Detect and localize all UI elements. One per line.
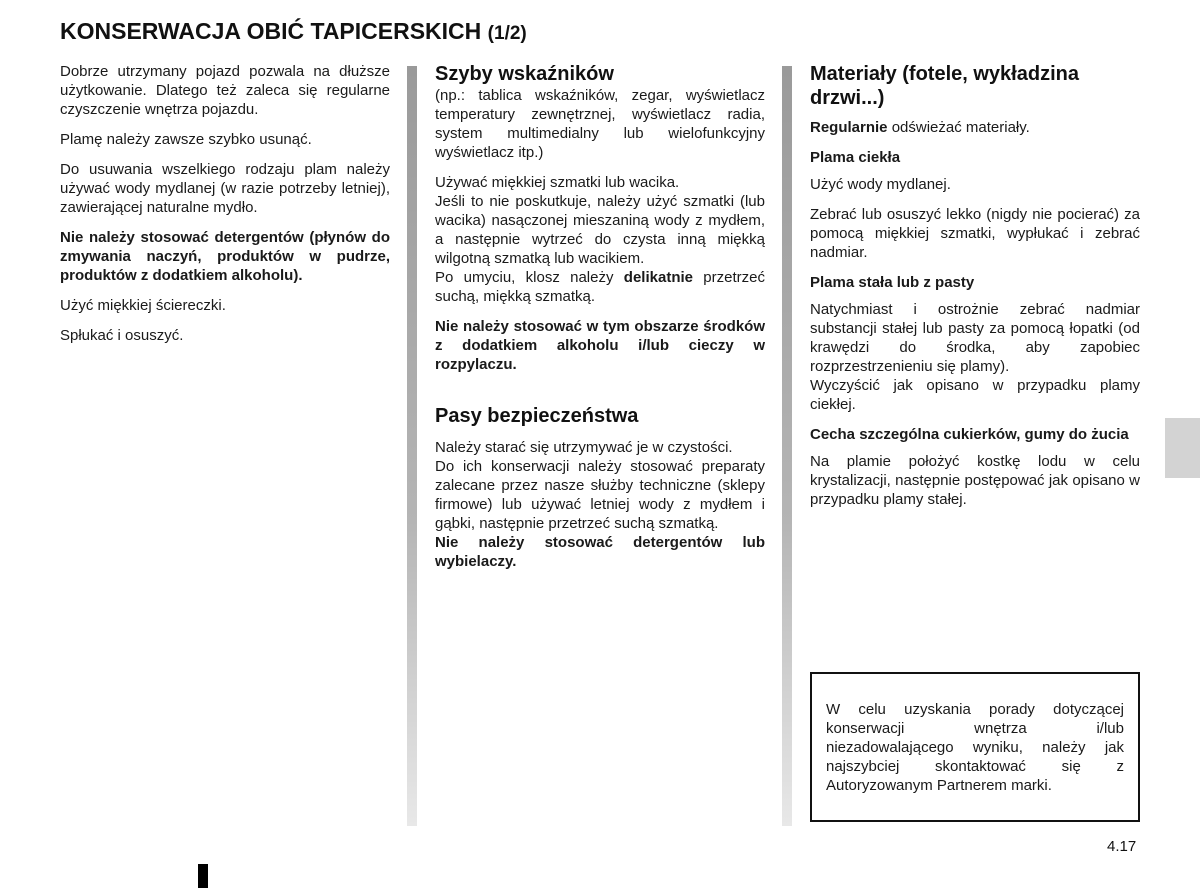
- szyby-p3-end: przetrzeć suchą, miękką szmatką.: [435, 269, 765, 305]
- title-part: (1/2): [487, 23, 527, 44]
- stala-paragraph-2: Wyczyścić jak opisano w przypadku plamy ciekłej.: [810, 377, 1140, 413]
- column-screens-belts: [435, 62, 765, 571]
- column-materials: [810, 62, 1140, 520]
- cukierki-paragraph: Na plamie położyć kostkę lodu w celu krystalizacji, następnie postępować jak opisano w przypadku plamy stałej.: [810, 453, 1140, 508]
- szyby-p3-start: Po umyciu, klosz należy: [435, 269, 624, 286]
- stala-paragraph-1: Natychmiast i ostrożnie zebrać nadmiar substancji stałej lub pasty za pomocą łopatki (od krawędzi do środka, aby zapobiec rozprzestrzenieniu się plamy).: [810, 301, 1140, 375]
- column-divider-1: [407, 66, 417, 826]
- szyby-p3-bold: delikatnie: [623, 269, 693, 286]
- szyby-warning: Nie należy stosować w tym obszarze środków z dodatkiem alkoholu i/lub cieczy w rozpylaczu.: [435, 318, 765, 373]
- szyby-intro: (np.: tablica wskaźników, zegar, wyświetlacz temperatury zewnętrznej, wyświetlacz radia, system multimedialny lub wielofunkcyjny wyświetlacz itp.): [435, 87, 765, 161]
- regular-refresh: [810, 118, 1140, 137]
- section-heading-szyby: Szyby wskaźników: [435, 63, 614, 85]
- page-title: [60, 18, 527, 45]
- column-divider-2: [782, 66, 792, 826]
- soapy-water-paragraph: Do usuwania wszelkiego rodzaju plam należy używać wody mydlanej (w razie potrzeby letniej), zawierającej naturalne mydło.: [60, 161, 390, 216]
- subheading-cukierki: Cecha szczególna cukierków, gumy do żucia: [810, 426, 1129, 443]
- section-heading-materialy: Materiały (fotele, wykładzina drzwi...): [810, 63, 1079, 109]
- info-box-text: W celu uzyskania porady dotyczącej konserwacji wnętrza i/lub niezadowalającego wyniku, należy jak najszybciej skontaktować się z Autoryzowanym Partnerem marki.: [826, 701, 1124, 794]
- chapter-tab: [1165, 418, 1200, 478]
- section-heading-pasy: Pasy bezpieczeństwa: [435, 405, 639, 427]
- szyby-paragraph-2: Jeśli to nie poskutkuje, należy użyć szmatki (lub wacika) nasączonej mieszaniną wody z mydłem, a następnie wytrzeć do czysta inną miękką wilgotną szmatką lub wacikiem.: [435, 193, 765, 267]
- pasy-warning: Nie należy stosować detergentów lub wybielaczy.: [435, 534, 765, 570]
- regular-text: odświeżać materiały.: [887, 119, 1030, 136]
- column-general: [60, 62, 390, 356]
- page-number: 4.17: [1107, 838, 1137, 855]
- info-box: [810, 672, 1140, 822]
- rinse-instruction: Spłukać i osuszyć.: [60, 327, 184, 344]
- pasy-paragraph-1: Należy starać się utrzymywać je w czystości.: [435, 439, 733, 456]
- crop-mark: [198, 864, 208, 888]
- title-text: KONSERWACJA OBIĆ TAPICERSKICH: [60, 18, 482, 44]
- cloth-instruction: Użyć miękkiej ściereczki.: [60, 297, 226, 314]
- ciekla-paragraph-2: Zebrać lub osuszyć lekko (nigdy nie pocierać) za pomocą miękkiej szmatki, wypłukać i zebrać nadmiar.: [810, 206, 1140, 261]
- szyby-paragraph-3: [435, 268, 765, 306]
- subheading-ciekla: Plama ciekła: [810, 149, 901, 166]
- subheading-stala: Plama stała lub z pasty: [810, 274, 975, 291]
- intro-paragraph: Dobrze utrzymany pojazd pozwala na dłuższe użytkowanie. Dlatego też zaleca się regularne czyszczenie wnętrza pojazdu.: [60, 63, 390, 118]
- regular-bold: Regularnie: [810, 119, 888, 136]
- detergent-warning: Nie należy stosować detergentów (płynów do zmywania naczyń, produktów w pudrze, produktów z dodatkiem alkoholu).: [60, 229, 390, 284]
- ciekla-paragraph-1: Użyć wody mydlanej.: [810, 176, 951, 193]
- szyby-paragraph-1: Używać miękkiej szmatki lub wacika.: [435, 174, 680, 191]
- quick-removal-paragraph: Plamę należy zawsze szybko usunąć.: [60, 131, 312, 148]
- pasy-paragraph-2: Do ich konserwacji należy stosować preparaty zalecane przez nasze służby techniczne (sklepy firmowe) lub używać letniej wody z mydłem i gąbki, następnie przetrzeć suchą szmatką.: [435, 458, 765, 532]
